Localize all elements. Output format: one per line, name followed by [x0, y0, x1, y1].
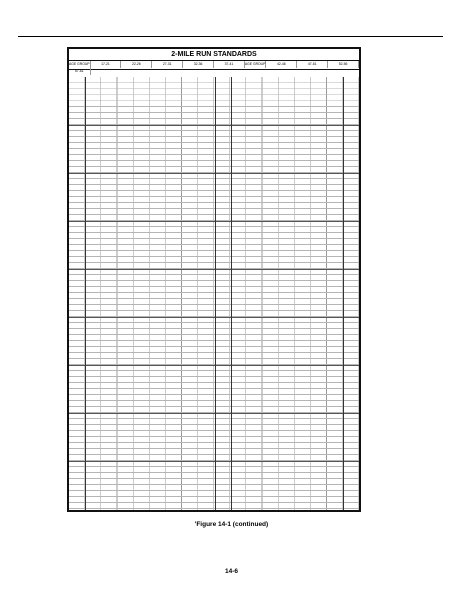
- page-number: 14-6: [224, 568, 238, 575]
- figure-caption: 'Figure 14-1 (continued): [194, 521, 269, 528]
- block-divider: [69, 269, 359, 270]
- age-group-header-row: [69, 61, 359, 73]
- time-column-divider: [85, 77, 86, 510]
- block-divider: [69, 365, 359, 366]
- time-column-divider: [343, 77, 344, 510]
- age-group-22-26: 22-26: [121, 61, 152, 68]
- age-group-52-56: 52-56: [328, 61, 359, 68]
- age-group-57-61: 57-61: [69, 68, 91, 75]
- block-divider: [69, 461, 359, 462]
- age-group-42-46: 42-46: [266, 61, 297, 68]
- block-divider: [69, 221, 359, 222]
- block-divider: [69, 317, 359, 318]
- table-body-grid: [69, 77, 359, 510]
- age-group-label: AGE GROUP: [69, 62, 90, 66]
- age-group-37-41: 37-41: [214, 61, 245, 68]
- block-divider: [69, 125, 359, 126]
- age-group-17-21: 17-21: [91, 61, 122, 68]
- run-standards-table: [67, 47, 361, 512]
- top-rule: [18, 36, 443, 37]
- block-divider: [69, 173, 359, 174]
- age-group-47-51: 47-51: [297, 61, 328, 68]
- block-divider: [69, 413, 359, 414]
- age-group-label-mid: AGE GROUP: [244, 62, 266, 66]
- age-group-27-31: 27-31: [152, 61, 183, 68]
- time-column-divider: [231, 77, 232, 510]
- table-title: 2-MILE RUN STANDARDS: [69, 49, 359, 61]
- time-column-divider: [215, 77, 216, 510]
- age-group-32-36: 32-36: [183, 61, 214, 68]
